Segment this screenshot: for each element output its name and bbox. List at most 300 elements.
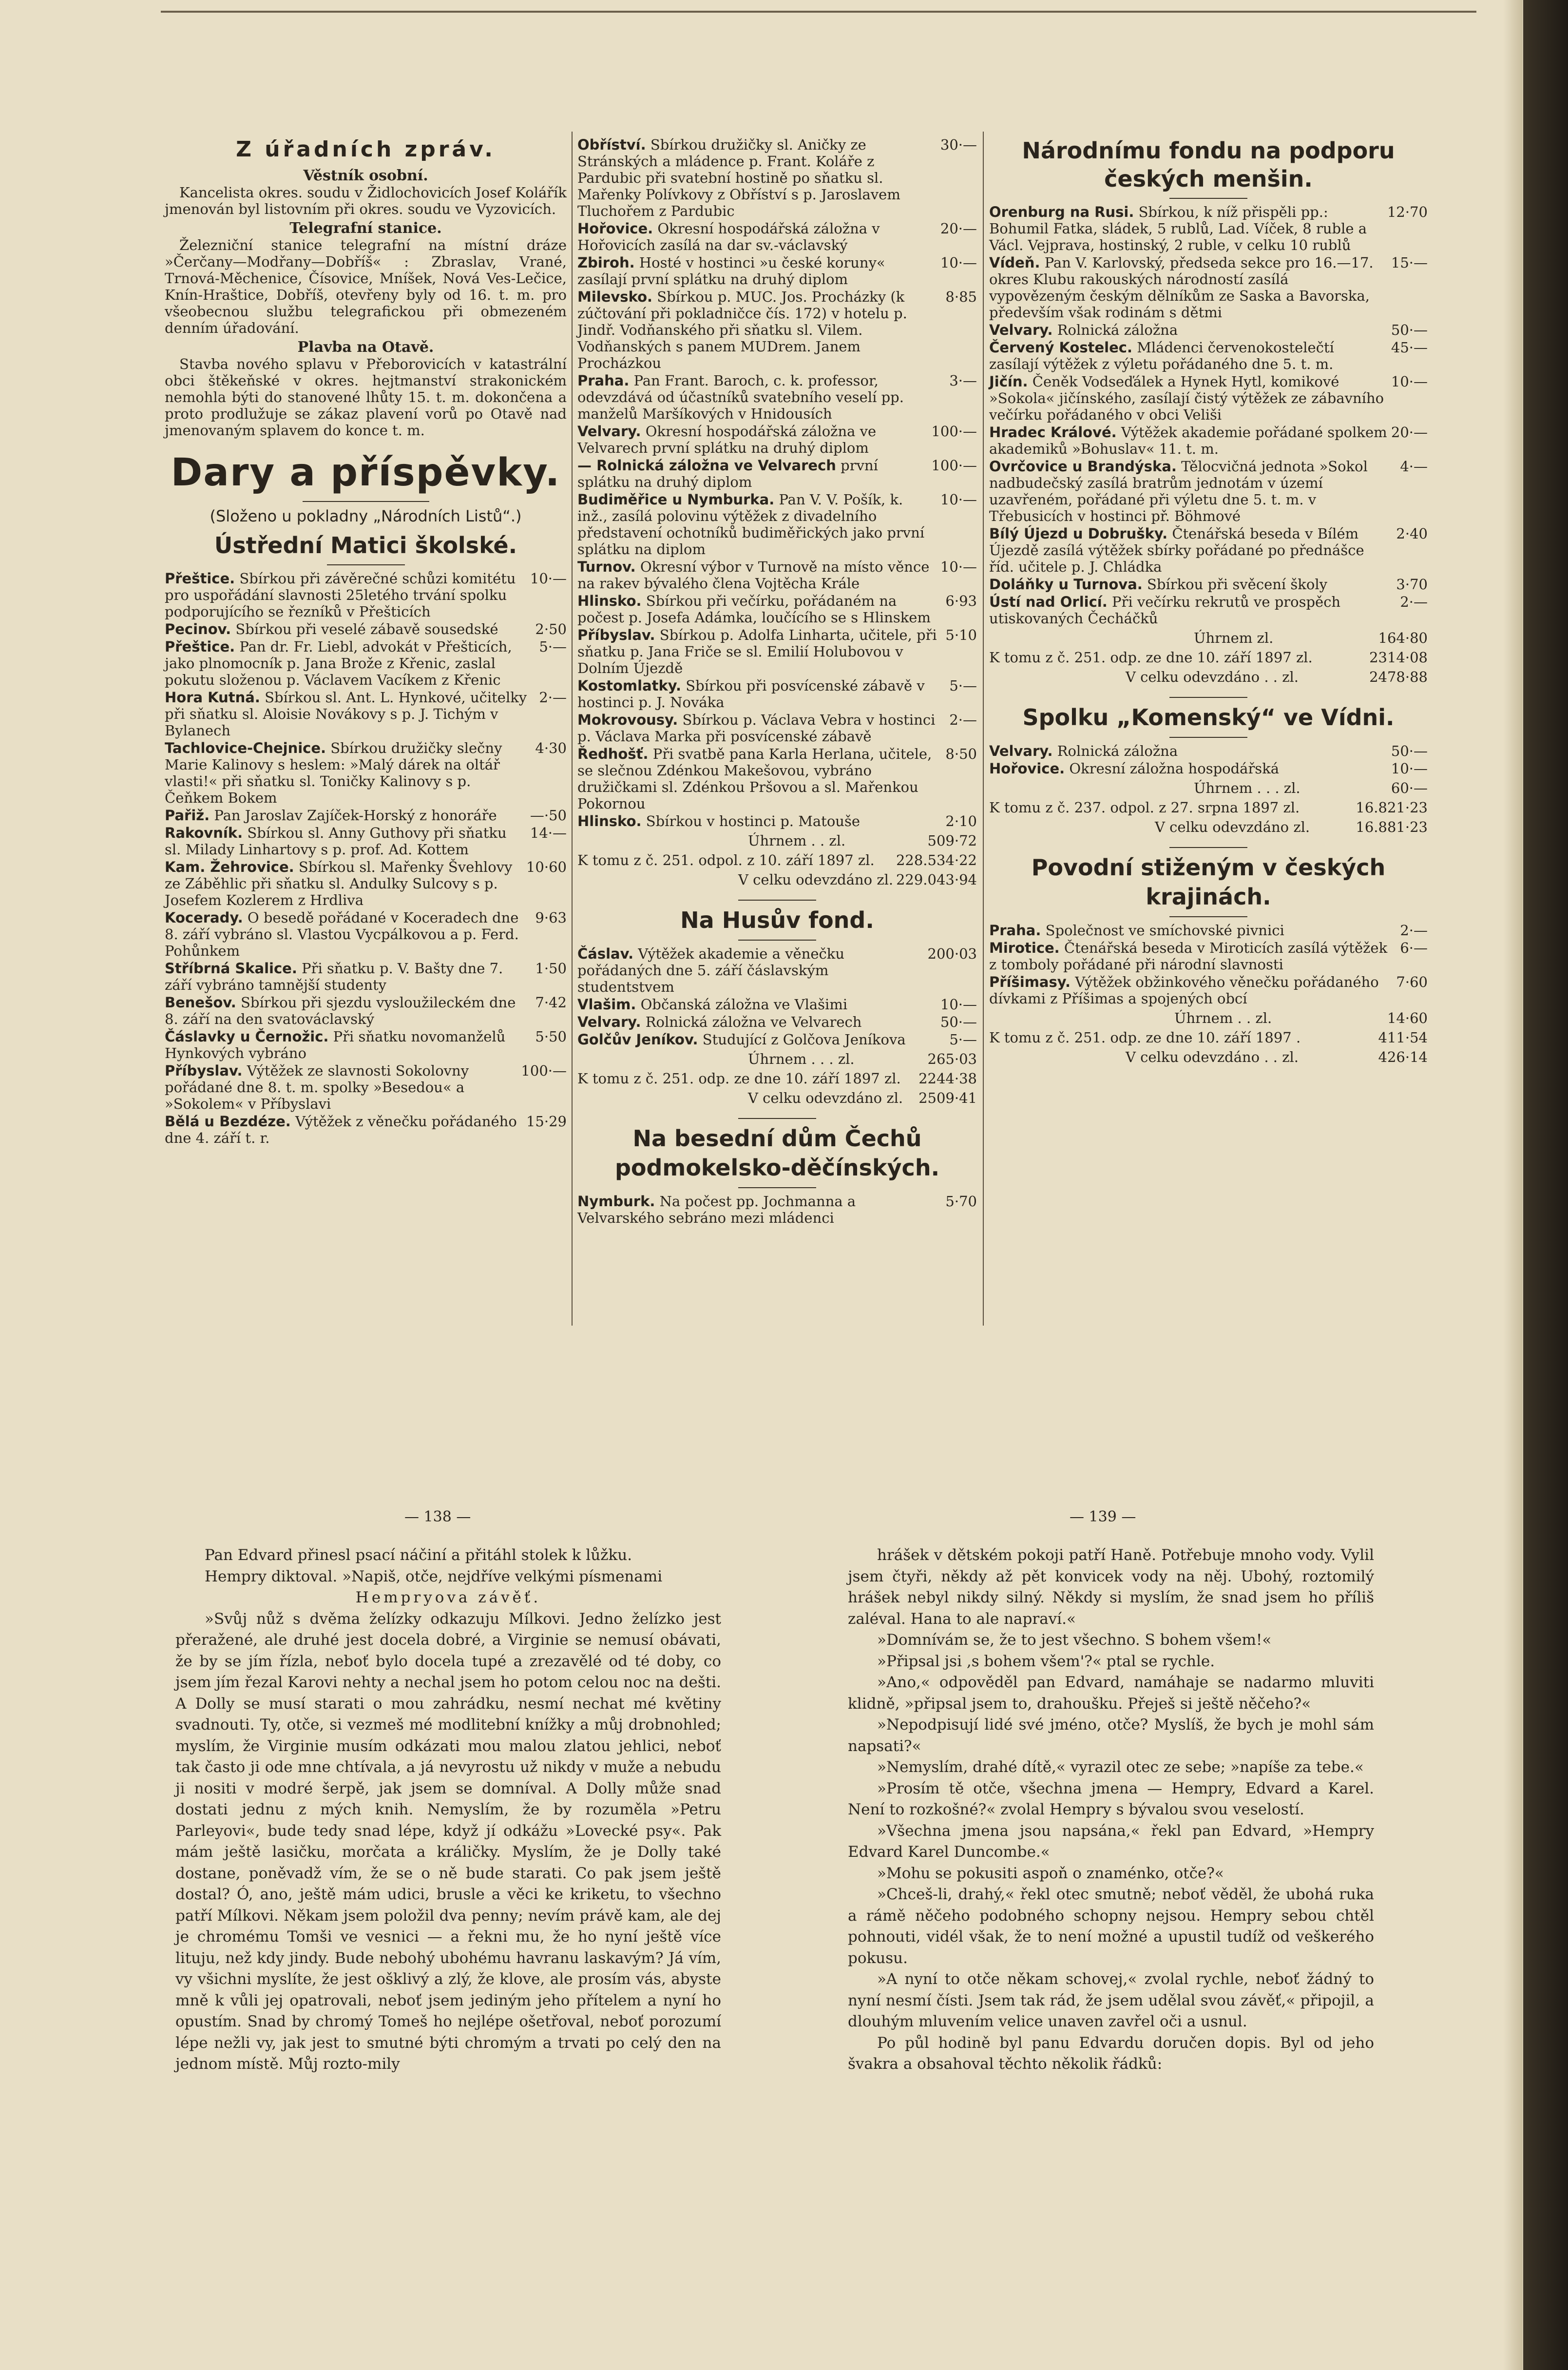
entry-amount: 2·— <box>1400 922 1428 939</box>
story-paragraph: Hempry diktoval. »Napiš, otče, nejdříve velkými písmenami <box>205 1567 663 1585</box>
donation-entry <box>165 1113 567 1146</box>
entry-amount: 50·— <box>1391 322 1428 338</box>
page-fold <box>1503 0 1523 2370</box>
komensky-sum-value: 16.881·23 <box>1356 819 1428 835</box>
donation-entry <box>165 740 567 806</box>
matice-entries-cont <box>577 136 977 829</box>
divider <box>738 940 816 941</box>
entry-place: Budiměřice u Nymburka. <box>577 491 775 508</box>
entry-place: Velvary. <box>577 423 641 440</box>
donation-entry <box>989 743 1428 759</box>
donation-entry <box>989 322 1428 338</box>
entry-place: Příšimasy. <box>989 974 1071 990</box>
narodni-total-row <box>989 630 1428 646</box>
divider <box>1169 847 1247 848</box>
entry-amount: 3·70 <box>1396 576 1428 593</box>
entry-place: Rakovník. <box>165 825 243 841</box>
entry-place: Hradec Králové. <box>989 424 1117 441</box>
story-paragraph: »A nyní to otče někam schovej,« zvolal rychle, neboť žádný to nyní nesmí čísti. Jsem tak rád, že jsem udělal svou závěť,« připojil, a dlouhým mluvením velice unaven zavřel oči a usnul. <box>848 1970 1374 2030</box>
donation-entry <box>577 1031 977 1048</box>
entry-place: Pecinov. <box>165 621 231 637</box>
total-label: Úhrnem . . zl. <box>748 832 846 849</box>
donation-entry <box>989 594 1428 627</box>
donation-entry <box>989 922 1428 939</box>
entry-text: Studující z Golčova Jeníkova <box>702 1031 906 1048</box>
hus-total-row <box>577 1051 977 1067</box>
entry-amount: 7·42 <box>535 994 567 1011</box>
entry-place: Velvary. <box>989 743 1053 759</box>
donation-entry <box>165 689 567 739</box>
entry-text: Výtěžek akademie pořádané spolkem akademiků »Bohuslav« 11. t. m. <box>989 424 1387 457</box>
entry-amount: 5·— <box>949 1031 977 1048</box>
povodni-carry-row <box>989 1029 1428 1046</box>
narodni-total-value: 164·80 <box>1378 630 1428 646</box>
entry-place: Příbyslav. <box>577 627 655 643</box>
entry-amount: 100·— <box>931 457 977 474</box>
carry-value: 228.534·22 <box>896 852 977 868</box>
entry-text: Výtěžek z věnečku pořádaného dne 4. září t. r. <box>165 1113 517 1146</box>
divider <box>1169 198 1247 199</box>
entry-text: O besedě pořádané v Koceradech dne 8. září vybráno sl. Vlastou Vycpálkovou a p. Ferd. Pohůnkem <box>165 909 519 959</box>
entry-text: Sbírkou p. Václava Vebra v hostinci p. Václava Marka při posvícenské zábavě <box>577 712 936 745</box>
narodni-carry-label: K tomu z č. 251. odp. ze dne 10. září 1897 zl. <box>989 649 1313 666</box>
entry-amount: 200·03 <box>927 945 977 962</box>
divider <box>738 1187 816 1188</box>
donation-entry <box>165 570 567 620</box>
donation-entry <box>989 424 1428 457</box>
povodni-sum-row <box>989 1049 1428 1065</box>
donation-entry <box>577 945 977 995</box>
narodni-total-label: Úhrnem zl. <box>1194 630 1274 646</box>
entry-text: Při sňatku p. V. Bašty dne 7. září vybráno tamnější studenty <box>165 960 503 993</box>
entry-text: Pan V. Karlovský, předseda sekce pro 16.—17. okres Klubu rakouských národností zasílá vypovězeným českým dělníkům ze Saska a Bavorska, především však rodinám s dětmi <box>989 254 1374 321</box>
entry-amount: 10·60 <box>526 859 567 875</box>
divider <box>738 900 816 901</box>
entry-amount: 5·10 <box>945 627 977 643</box>
entry-place: Pařiž. <box>165 807 210 824</box>
entry-amount: 4·30 <box>535 740 567 756</box>
entry-amount: 30·— <box>940 136 977 153</box>
entry-place: Bělá u Bezdéze. <box>165 1113 291 1130</box>
entry-amount: 4·— <box>1400 458 1428 475</box>
entry-text: Na počest pp. Jochmanna a Velvarského sebráno mezi mládenci <box>577 1193 856 1226</box>
story-page-right <box>848 1545 1374 2075</box>
komensky-entries <box>989 743 1428 777</box>
entry-text: Sbírkou při posvícenské zábavě v hostinci p. J. Nováka <box>577 677 925 711</box>
povodni-entries <box>989 922 1428 1007</box>
entry-place: Praha. <box>989 922 1041 939</box>
divider <box>303 501 429 502</box>
entry-place: Vlašim. <box>577 996 636 1013</box>
donation-entry <box>577 996 977 1013</box>
column-rule <box>572 132 573 1326</box>
narodni-sum-value: 2478·88 <box>1369 669 1428 685</box>
story-paragraph: »Prosím tě otče, všechna jmena — Hempry, Edvard a Karel. Není to rozkošné?« zvolal Hempry s bývalou svou veselostí. <box>848 1779 1374 1818</box>
entry-amount: 5·50 <box>535 1028 567 1045</box>
entry-amount: 20·— <box>1391 424 1428 441</box>
entry-text: Rolnická záložna <box>1057 322 1178 338</box>
entry-text: Sbírkou družičky sl. Aničky ze Stránských a mládence p. Frant. Koláře z Pardubic při svatební hostině po sňatku sl. Mařenky Polívkovy z Obříství s p. Jaroslavem Tluchořem z Pardubic <box>577 136 900 219</box>
narodni-sum-row <box>989 669 1428 685</box>
entry-amount: 15·— <box>1391 254 1428 271</box>
donation-entry <box>989 525 1428 575</box>
hus-entries <box>577 945 977 1048</box>
beseda-title: Na besední dům Čechů podmokelsko-děčínských. <box>614 1125 940 1181</box>
divider <box>1169 697 1247 698</box>
entry-place: Bílý Újezd u Dobrušky. <box>989 525 1168 542</box>
donation-entry <box>577 372 977 422</box>
povodni-total-value: 14·60 <box>1387 1010 1428 1026</box>
personal-text: Kancelista okres. soudu v Židlochovicích Josef Kolářík jmenován byl listovním při okres. soudu ve Vyzovicích. <box>165 184 567 217</box>
komensky-total-value: 60·— <box>1391 780 1428 796</box>
donation-entry <box>165 1062 567 1112</box>
entry-text: Rolnická záložna <box>1057 743 1178 759</box>
story-paragraph: »Připsal jsi ,s bohem všem'?« ptal se rychle. <box>877 1652 1215 1670</box>
donation-entry <box>577 457 977 490</box>
entry-amount: 10·— <box>1391 760 1428 777</box>
hus-carry-row <box>577 1070 977 1087</box>
povodni-total-label: Úhrnem . . zl. <box>1174 1010 1272 1026</box>
entry-amount: 10·— <box>530 570 567 587</box>
entry-place: Ovrčovice u Brandýska. <box>989 458 1177 475</box>
donation-entry <box>577 813 977 829</box>
story-paragraph: Po půl hodině byl panu Edvardu doručen dopis. Byl od jeho švakra a obsahoval těchto několik řádků: <box>848 2034 1374 2073</box>
komensky-carry-row <box>989 799 1428 816</box>
entry-place: Obříství. <box>577 136 646 153</box>
entry-amount: 2·— <box>539 689 567 706</box>
donations-title: Dary a příspěvky. <box>171 451 561 495</box>
story-page-left <box>175 1545 721 2075</box>
donation-entry <box>577 254 977 288</box>
povodni-carry-label: K tomu z č. 251. odp. ze dne 10. září 1897 . <box>989 1029 1301 1046</box>
total-row <box>577 832 977 849</box>
story-paragraph: »Nemyslím, drahé dítě,« vyrazil otec ze sebe; »napíše za tebe.« <box>877 1758 1364 1776</box>
entry-text: Výtěžek ze slavnosti Sokolovny pořádané dne 8. t. m. spolky »Besedou« a »Sokolem« v Příbyslavi <box>165 1062 469 1112</box>
story-paragraph: »Chceš-li, drahý,« řekl otec smutně; neboť věděl, že ubohá ruka a rámě něčeho podobného schopny nejsou. Hempry sebou chtěl pohnouti, vidél však, že to není možné a upustil tudíž od veškerého pokusu. <box>848 1886 1374 1967</box>
sum-row <box>577 871 977 888</box>
total-value: 509·72 <box>927 832 977 849</box>
hus-carry-label: K tomu z č. 251. odp. ze dne 10. září 1897 zl. <box>577 1070 901 1087</box>
donation-entry <box>165 859 567 908</box>
entry-amount: 3·— <box>949 372 977 389</box>
donation-entry <box>165 825 567 858</box>
povodni-carry-value: 411·54 <box>1378 1029 1428 1046</box>
entry-text: Sbírkou, k níž přispěli pp.: Bohumil Fatka, sládek, 5 rublů, Lad. Víček, 8 ruble a Václ. Vejprava, hostinský, 2 ruble, v celku 10 rublů <box>989 204 1367 253</box>
donation-entry <box>577 559 977 592</box>
story-paragraph: Pan Edvard přinesl psací náčiní a přitáhl stolek k lůžku. <box>205 1546 632 1564</box>
subheading-otava: Plavba na Otavě. <box>297 339 434 356</box>
divider <box>1169 737 1247 738</box>
entry-amount: 8·50 <box>945 746 977 762</box>
entry-place: Hlinsko. <box>577 813 642 829</box>
entry-amount: 7·60 <box>1396 974 1428 990</box>
entry-amount: 12·70 <box>1387 204 1428 220</box>
top-rule <box>161 11 1476 13</box>
entry-amount: 15·29 <box>526 1113 567 1130</box>
entry-place: Orenburg na Rusi. <box>989 204 1134 220</box>
entry-text: Okresní hospodářská záložna v Hořovicích zasílá na dar sv.-václavský <box>577 220 880 253</box>
komensky-title: Spolku „Komenský“ ve Vídni. <box>1022 704 1395 731</box>
donation-entry <box>577 627 977 676</box>
entry-place: Hořovice. <box>989 760 1065 777</box>
komensky-carry-value: 16.821·23 <box>1356 799 1428 816</box>
donation-entry <box>989 576 1428 593</box>
donation-entry <box>989 760 1428 777</box>
entry-text: Sbírkou v hostinci p. Matouše <box>646 813 860 829</box>
donation-entry <box>165 1028 567 1061</box>
entry-place: Ústí nad Orlicí. <box>989 594 1108 610</box>
story-paragraph: »Domnívám se, že to jest všechno. S bohem všem!« <box>877 1631 1272 1649</box>
story-paragraph: Hempryova závěť. <box>355 1589 541 1606</box>
hus-fund-title: Na Husův fond. <box>680 907 874 933</box>
hus-sum-label: V celku odevzdáno zl. <box>748 1090 903 1106</box>
donation-entry <box>577 491 977 558</box>
entry-place: Zbiroh. <box>577 254 635 271</box>
entry-amount: 2·— <box>1400 594 1428 610</box>
povodni-title: Povodní stiženým v českých krajinách. <box>1031 854 1386 910</box>
entry-text: Čeněk Vodseďálek a Hynek Hytl, komikové »Sokola« jičínského, zasílají čistý výtěžek ze zábavního večírku pořádaného v obci Veliši <box>989 373 1384 423</box>
entry-place: Benešov. <box>165 994 236 1011</box>
divider <box>738 1118 816 1119</box>
entry-amount: 6·93 <box>945 593 977 609</box>
entry-text: Pan Jaroslav Zajíček-Horský z honoráře <box>214 807 497 824</box>
column-middle <box>577 136 977 1227</box>
entry-place: Velvary. <box>989 322 1053 338</box>
entry-text: Občanská záložna ve Vlašimi <box>640 996 848 1013</box>
entry-amount: 14·— <box>530 825 567 841</box>
entry-text: Sbírkou při večírku, pořádaném na počest p. Josefa Adámka, loučícího se s Hlinskem <box>577 593 931 626</box>
donation-entry <box>165 994 567 1027</box>
entry-amount: 8·85 <box>945 289 977 305</box>
narodni-fund-title: Národnímu fondu na podporu českých menšin. <box>1022 137 1395 192</box>
sum-label: V celku odevzdáno zl. <box>738 871 894 888</box>
entry-text: Sbírkou při veselé zábavě sousedské <box>235 621 498 637</box>
komensky-carry-label: K tomu z č. 237. odpol. z 27. srpna 1897 zl. <box>989 799 1300 816</box>
entry-place: Praha. <box>577 372 630 389</box>
hus-sum-row <box>577 1090 977 1106</box>
divider <box>327 564 405 565</box>
entry-text: Sbírkou při svěcení školy <box>1147 576 1327 593</box>
donation-entry <box>577 677 977 711</box>
entry-amount: 50·— <box>940 1014 977 1030</box>
entry-amount: 2·10 <box>945 813 977 829</box>
donation-entry <box>989 940 1428 973</box>
entry-place: Doláňky u Turnova. <box>989 576 1143 593</box>
entry-place: Přeštice. <box>165 638 235 655</box>
donation-entry <box>165 807 567 824</box>
donation-entry <box>165 638 567 688</box>
entry-text: Okresní záložna hospodářská <box>1069 760 1280 777</box>
entry-place: Červený Kostelec. <box>989 339 1132 356</box>
entry-place: Mirotice. <box>989 940 1060 956</box>
story-paragraph: »Ano,« odpověděl pan Edvard, namáhaje se nadarmo mluviti klidně, »připsal jsem to, drahoušku. Přeješ si ještě něčeho?« <box>848 1674 1374 1713</box>
entry-place: Kam. Žehrovice. <box>165 859 294 875</box>
entry-place: Milevsko. <box>577 289 653 305</box>
povodni-total-row <box>989 1010 1428 1026</box>
komensky-total-label: Úhrnem . . . zl. <box>1194 780 1300 796</box>
section-heading-official-news: Z úřadních zpráv. <box>236 137 496 162</box>
donation-entry <box>989 373 1428 423</box>
entry-text: Sbírkou při sjezdu vysloužileckém dne 8. září na den svatováclavský <box>165 994 516 1027</box>
entry-place: Hořovice. <box>577 220 653 237</box>
entry-place: Hora Kutná. <box>165 689 260 706</box>
donation-entry <box>989 974 1428 1007</box>
donation-entry <box>577 423 977 456</box>
entry-text: Při svatbě pana Karla Herlana, učitele, se slečnou Zdénkou Makešovou, vybráno družičkami sl. Zdénkou Pršovou a sl. Mařenkou Pokornou <box>577 746 932 812</box>
povodni-sum-value: 426·14 <box>1378 1049 1428 1065</box>
subheading-telegraph: Telegrafní stanice. <box>289 220 442 237</box>
entry-place: Čáslavky u Černožic. <box>165 1028 329 1045</box>
entry-place: Kostomlatky. <box>577 677 682 694</box>
telegraph-text: Železniční stanice telegrafní na místní dráze »Čerčany—Modřany—Dobříš« : Zbraslav, Vrané, Trnová-Měchenice, Čísovice, Mníšek, Nová Ves-Lečice, Knín-Hraštice, Dobříš, otevřeny byly od 16. t. m. pro všeobecnou službu telegrafickou při obmezeném denním úřadování. <box>165 237 567 336</box>
entry-text: Sbírkou sl. Ant. L. Hynkové, učitelky při sňatku sl. Aloisie Novákovy s p. J. Tichým v Bylanech <box>165 689 527 739</box>
entry-place: Ředhošť. <box>577 746 649 762</box>
entry-text: Společnost ve smíchovské pivnici <box>1045 922 1284 939</box>
entry-amount: 10·— <box>940 491 977 508</box>
entry-text: Sbírkou p. MUC. Jos. Procházky (k zúčtování při pokladničce čís. 172) v hotelu p. Jindř. Vodňanského při sňatku sl. Vilem. Vodňanských s panem MUDrem. Janem Procházkou <box>577 289 907 371</box>
carry-label: K tomu z č. 251. odpol. z 10. září 1897 zl. <box>577 852 875 868</box>
entry-text: Sbírkou sl. Anny Guthovy při sňatku sl. Milady Linhartovy s p. prof. Ad. Kottem <box>165 825 507 858</box>
otava-text: Stavba nového splavu v Přeborovicích v katastrální obci štěkeňské v okres. hejtmanství strakonickém nemohla býti do stanovené lhůty 15. t. m. dokončena a proto prodlužuje se zákaz plavení vorů po Otavě nad jmenovaným splavem do konce t. m. <box>165 356 567 439</box>
entry-place: Stříbrná Skalice. <box>165 960 297 977</box>
entry-place: Golčův Jeníkov. <box>577 1031 698 1048</box>
donation-entry <box>577 712 977 745</box>
komensky-sum-row <box>989 819 1428 835</box>
entry-amount: 10·— <box>1391 373 1428 390</box>
donation-entry <box>989 254 1428 321</box>
entry-place: Příbyslav. <box>165 1062 243 1079</box>
donation-entry <box>989 204 1428 253</box>
entry-amount: 5·70 <box>945 1193 977 1210</box>
donation-entry <box>165 960 567 993</box>
page-number-right: — 139 — <box>1070 1508 1136 1525</box>
entry-text: Rolnická záložna ve Velvarech <box>645 1014 862 1030</box>
entry-amount: 2·50 <box>535 621 567 637</box>
entry-amount: 100·— <box>521 1062 567 1079</box>
entry-place: Přeštice. <box>165 570 235 587</box>
entry-text: Okresní výbor v Turnově na místo věnce na rakev bývalého člena Vojtěcha Krále <box>577 559 930 592</box>
entry-place: Turnov. <box>577 559 636 575</box>
entry-text: Čtenářská beseda v Miroticích zasílá výtěžek z tomboly pořádané při národní slavnosti <box>989 940 1388 973</box>
entry-text: Při večírku rekrutů ve prospěch utiskovaných Čecháčků <box>989 594 1341 627</box>
entry-amount: 50·— <box>1391 743 1428 759</box>
donation-entry <box>577 746 977 812</box>
entry-amount: 2·— <box>949 712 977 728</box>
entry-text: Tělocvičná jednota »Sokol nadbudečský zasílá bratrům jednotám v území uzavřeném, pořádané při výletu dne 5. t. m. v Třebusicích v hostinci př. Böhmové <box>989 458 1368 524</box>
page-number-left: — 138 — <box>404 1508 471 1525</box>
donation-entry <box>577 220 977 253</box>
komensky-sum-label: V celku odevzdáno zl. <box>1155 819 1310 835</box>
entry-place: Hlinsko. <box>577 593 642 609</box>
entry-place: Tachlovice-Chejnice. <box>165 740 326 756</box>
entry-text: Při sňatku novomanželů Hynkových vybráno <box>165 1028 506 1061</box>
entry-amount: 100·— <box>931 423 977 440</box>
donation-entry <box>989 458 1428 524</box>
column-left <box>165 136 567 1147</box>
entry-amount: 10·— <box>940 254 977 271</box>
donation-entry <box>577 136 977 219</box>
entry-text: Sbírkou p. Adolfa Linharta, učitele, při sňatku p. Jana Friče se sl. Emilií Holubovou v Dolním Újezdě <box>577 627 937 676</box>
entry-text: Okresní hospodářská záložna ve Velvarech první splátku na druhý diplom <box>577 423 877 456</box>
hus-carry-value: 2244·38 <box>918 1070 977 1087</box>
donation-entry <box>577 289 977 371</box>
donation-entry <box>577 593 977 626</box>
donation-entry <box>165 909 567 959</box>
povodni-sum-label: V celku odevzdáno . . zl. <box>1126 1049 1299 1065</box>
entry-amount: 10·— <box>940 996 977 1013</box>
entry-place: Mokrovousy. <box>577 712 678 728</box>
narodni-entries <box>989 204 1428 627</box>
story-paragraph: »Všechna jmena jsou napsána,« řekl pan Edvard, »Hempry Edvard Karel Duncombe.« <box>848 1822 1374 1861</box>
entry-amount: 2·40 <box>1396 525 1428 542</box>
beseda-entry <box>577 1193 977 1226</box>
matice-entries <box>165 570 567 1146</box>
subheading-personal: Věstník osobní. <box>303 167 428 184</box>
scan-edge <box>1523 0 1568 2370</box>
carry-row <box>577 852 977 868</box>
entry-amount: 9·63 <box>535 909 567 926</box>
entry-text: Mládenci červenokostelečtí zasílají výtěžek z výletu pořádaného dne 5. t. m. <box>989 339 1334 372</box>
komensky-total-row <box>989 780 1428 796</box>
column-rule <box>983 132 984 1326</box>
entry-amount: 10·— <box>940 559 977 575</box>
entry-place: — Rolnická záložna ve Velvarech <box>577 457 836 474</box>
narodni-carry-value: 2314·08 <box>1369 649 1428 666</box>
story-paragraph: »Nepodpisují lidé své jméno, otče? Myslíš, že bych je mohl sám napsati?« <box>848 1716 1374 1755</box>
hus-total-label: Úhrnem . . . zl. <box>748 1051 855 1067</box>
entry-text: Pan dr. Fr. Liebl, advokát v Přešticích, jako plnomocník p. Jana Brože z Křenic, zaslal pokutu složenou p. Václavem Vacíkem z Křenic <box>165 638 512 688</box>
narodni-sum-label: V celku odevzdáno . . zl. <box>1126 669 1299 685</box>
entry-place: Čáslav. <box>577 945 634 962</box>
entry-amount: 5·— <box>539 638 567 655</box>
story-paragraph: »Svůj nůž s dvěma želízky odkazuju Mílkovi. Jedno želízko jest přeražené, ale druhé jest docela dobré, a Virginie se nemusí obávati, že by se jím řízla, neboť bylo docela tupé a zrezavělé od té doby, co jsem jím řezal Karovi nehty a nechal jsem ho potom celou noc na dešti. A Dolly se musí starati o mou zahrádku, nesmí nechat mé květiny svadnouti. Ty, otče, si vezmeš mé modlitební knížky a můj drobnohled; myslím, že Virginie musím odkázati mou malou zlatou jehlici, neboť tak často ji ode mne chtívala, a já nevyrostu už nikdy v muže a nebudu ji nositi v modré šerpě, jak jsem se domníval. A Dolly může snad dostati jednu z mých knih. Nemyslím, že by rozuměla »Petru Parleyovi«, bude tedy snad lépe, když jí odkážu »Lovecké psy«. Pak mám ještě lasičku, morčata a králičky. Myslím, že je Dolly také dostane, poněvadž vím, že se o ně bude starati. Co pak jsem ještě dostal? Ó, ano, ještě mám udici, brusle a věci ke kriketu, to všechno patří Mílkovi. Někam jsem položil dva penny; nevím právě kam, ale dej je chromému Tomši ve vesnici — a řekni mu, že ho nyní ještě více lituju, než kdy jindy. Bude nebohý ubohému havranu laskavým? Já vím, vy všichni myslíte, že jest ošklivý a zlý, že klove, ale prosím vás, abyste mně k vůli jej opatrovali, neboť jsem jediným jeho přítelem a nyní ho opustím. Snad by chromý Tomeš ho nejlépe ošetřoval, neboť porozumí lépe nežli vy, jak jest to smutné býti chromým a trvati po celý den na jednom místě. Můj rozto‑mily <box>175 1610 721 2073</box>
donation-entry <box>165 621 567 637</box>
entry-place: Velvary. <box>577 1014 641 1030</box>
entry-amount: 6·— <box>1400 940 1428 956</box>
entry-text: Pan V. V. Pošík, k. inž., zasílá polovinu výtěžek z divadelního představení ochotníků budiměřických jako první splátku na diplom <box>577 491 925 558</box>
donation-entry <box>577 1014 977 1030</box>
entry-place: Nymburk. <box>577 1193 655 1210</box>
entry-text: Čtenářská beseda v Bílém Újezdě zasílá výtěžek sbírky pořádané po přednášce říd. učitele p. J. Chládka <box>989 525 1364 575</box>
matice-title: Ústřední Matici školské. <box>214 532 517 559</box>
entry-text: Výtěžek obžinkového věnečku pořádaného dívkami z Příšimas a spojených obcí <box>989 974 1379 1007</box>
entry-amount: 1·50 <box>535 960 567 977</box>
entry-text: první splátku na druhý diplom <box>577 457 878 490</box>
entry-amount: 20·— <box>940 220 977 237</box>
entry-text: Pan Frant. Baroch, c. k. professor, odevzdává od účastníků svatebního veselí pp. manželů Maršíkových v Hnidousích <box>577 372 904 422</box>
entry-place: Kocerady. <box>165 909 243 926</box>
entry-text: Sbírkou při závěrečné schůzi komitétu pro uspořádání slavnosti 25letého trvání spolku podporujícího se řezníků v Přešticích <box>165 570 516 620</box>
divider <box>1169 916 1247 917</box>
story-paragraph: »Mohu se pokusiti aspoň o znaménko, otče?« <box>877 1864 1224 1882</box>
hus-total-value: 265·03 <box>927 1051 977 1067</box>
entry-amount: —·50 <box>530 807 567 824</box>
entry-text: Sbírkou sl. Mařenky Švehlovy ze Záběhlic při sňatku sl. Andulky Sulcovy s p. Josefem Kozlerem z Hrdlivа <box>165 859 513 908</box>
entry-amount: 45·— <box>1391 339 1428 356</box>
sum-value: 229.043·94 <box>896 871 977 888</box>
narodni-carry-row <box>989 649 1428 666</box>
entry-amount: 5·— <box>949 677 977 694</box>
column-right <box>989 136 1428 1065</box>
donations-subtitle: (Složeno u pokladny „Národních Listů“.) <box>210 507 522 525</box>
entry-place: Vídeň. <box>989 254 1040 271</box>
entry-text: Sbírkou družičky slečny Marie Kalinovy s heslem: »Malý dárek na oltář vlasti!« při sňatku sl. Toničky Kalinovy s p. Čeňkem Bokem <box>165 740 502 806</box>
entry-text: Hosté v hostinci »u české koruny« zasílají první splátku na druhý diplom <box>577 254 885 288</box>
entry-place: Jičín. <box>989 373 1028 390</box>
entry-text: Výtěžek akademie a věnečku pořádaných dne 5. září čáslavským studentstvem <box>577 945 845 995</box>
donation-entry <box>989 339 1428 372</box>
story-paragraph: hrášek v dětském pokoji patří Haně. Potřebuje mnoho vody. Vylil jsem čtyři, někdy až pět konvicek vody na něj. Ubohý, roztomilý hrášek nebyl nikdy silný. Někdy si myslím, že snad jsem ho příliš zaléval. Hana to ale napraví.« <box>848 1546 1374 1628</box>
